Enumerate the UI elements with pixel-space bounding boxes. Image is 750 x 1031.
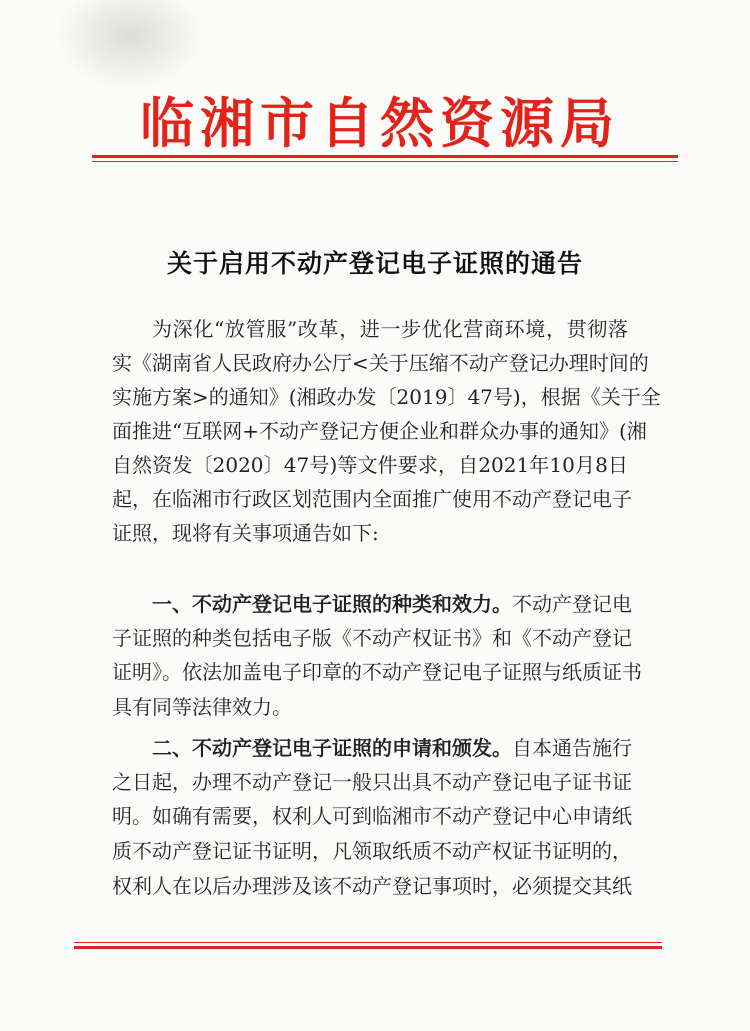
scan-smudge: [55, 0, 205, 90]
body-line: 权利人在以后办理涉及该不动产登记事项时，必须提交其纸: [112, 874, 632, 898]
body-line: 之日起，办理不动产登记一般只出具不动产登记电子证书证: [112, 770, 632, 794]
body-line: 为深化“放管服”改革，进一步优化营商环境，贯彻落: [152, 317, 628, 341]
body-line: 子证照的种类包括电子版《不动产权证书》和《不动产登记: [112, 626, 632, 650]
body-line: 证照，现将有关事项通告如下:: [112, 521, 379, 545]
body-line: 自然资发〔2020〕47号)等文件要求，自2021年10月8日: [112, 453, 628, 477]
section1-heading: 一、不动产登记电子证照的种类和效力。: [152, 592, 512, 616]
agency-letterhead: 临湘市自然资源局: [140, 91, 620, 155]
body-line: 证明》。依法加盖电子印章的不动产登记电子证照与纸质证书: [112, 660, 642, 684]
body-line: 起，在临湘市行政区划范围内全面推广使用不动产登记电子: [112, 487, 632, 511]
body-line: 具有同等法律效力。: [112, 695, 292, 719]
section2-heading: 二、不动产登记电子证照的申请和颁发。: [152, 736, 512, 760]
body-line: 实《湖南省人民政府办公厅<关于压缩不动产登记办理时间的: [112, 351, 649, 375]
footer-rule-thin: [74, 942, 662, 943]
body-line: 质不动产登记证书证明，凡领取纸质不动产权证书证明的，: [112, 839, 632, 863]
letterhead-rule-thick: [92, 155, 678, 158]
body-line: 实施方案>的通知》(湘政办发〔2019〕47号)，根据《关于全: [112, 385, 661, 409]
letterhead-rule-thin: [92, 161, 678, 162]
footer-rule-thick: [74, 946, 662, 949]
document-title: 关于启用不动产登记电子证照的通告: [166, 249, 583, 278]
section1-first-line: [152, 589, 632, 619]
body-line: 面推进“互联网+不动产登记方便企业和群众办事的通知》(湘: [112, 419, 647, 443]
section2-first-line: [152, 733, 632, 763]
section1-text: 不动产登记电: [512, 592, 632, 616]
body-line: 明。如确有需要，权利人可到临湘市不动产登记中心申请纸: [112, 804, 632, 828]
section2-text: 自本通告施行: [512, 736, 632, 760]
